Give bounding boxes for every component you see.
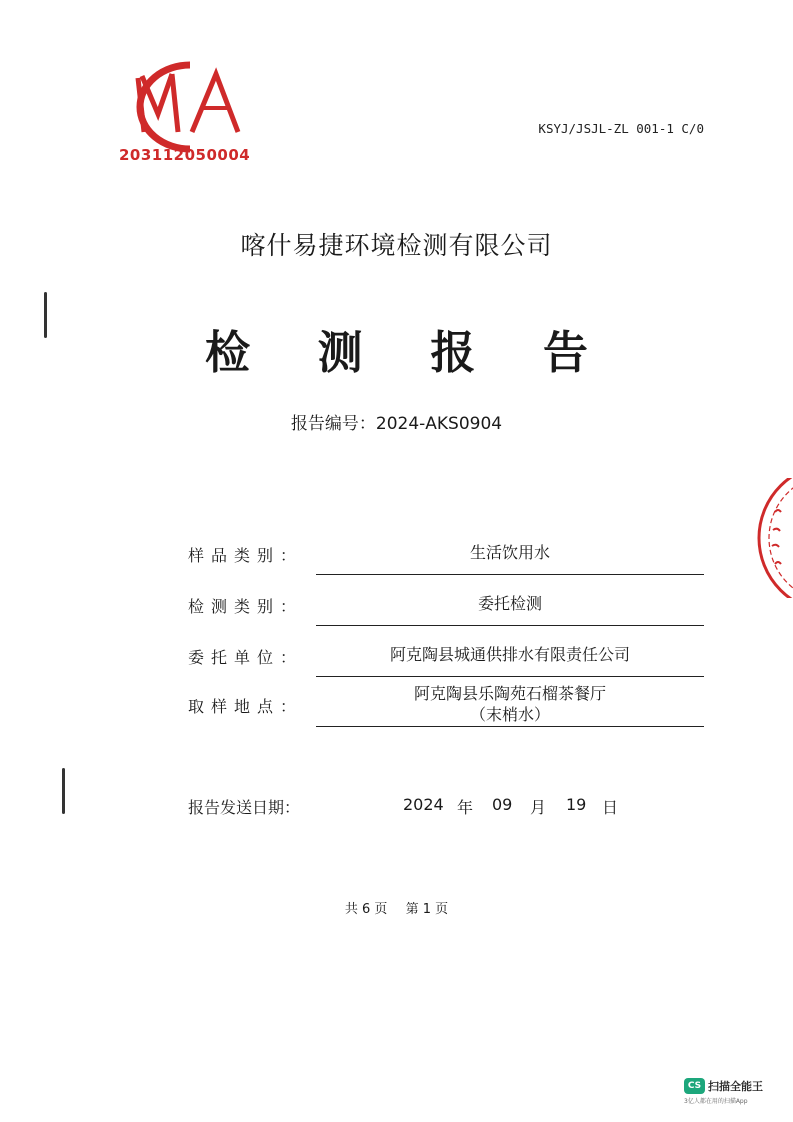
page-info (0, 898, 793, 917)
underline (316, 676, 704, 677)
cs-logo-icon: CS (684, 1078, 705, 1094)
client-value: 阿克陶县城通供排水有限责任公司 (389, 645, 630, 664)
scanner-watermark (684, 1075, 778, 1105)
sampling-location-value (316, 683, 704, 725)
test-category-value: 委托检测 (477, 594, 542, 613)
total-pages: 共 6 页 (344, 902, 388, 917)
binder-mark (44, 292, 47, 338)
issue-month: 09 (492, 795, 513, 814)
sampling-location-line: 阿克陶县乐陶苑石榴茶餐厅 (413, 684, 606, 703)
binder-mark (62, 768, 65, 814)
cma-logo (118, 56, 268, 156)
company-name: 喀什易捷环境检测有限公司 (240, 231, 553, 260)
test-category-label: 检测类别： (188, 597, 304, 616)
issue-year-unit: 年 (457, 798, 474, 817)
cma-number: 203112050004 (119, 146, 251, 164)
sampling-location-label: 取样地点： (188, 697, 304, 716)
client-label: 委托单位： (188, 648, 304, 667)
issue-month-unit: 月 (530, 798, 547, 817)
sample-category-label: 样品类别： (188, 546, 304, 565)
scanner-app-name: 扫描全能王 (708, 1079, 763, 1093)
sample-category-value: 生活饮用水 (469, 543, 550, 562)
document-code: KSYJ/JSJL-ZL 001-1 C/0 (538, 121, 704, 136)
issue-day: 19 (566, 795, 587, 814)
scanner-slogan: 3亿人都在用的扫描App (684, 1098, 748, 1105)
issue-date-label: 报告发送日期： (188, 798, 301, 817)
underline (316, 625, 704, 626)
report-title: 检 测 报 告 (205, 326, 614, 379)
company-seal (753, 478, 793, 598)
sampling-location-line: （末梢水） (469, 705, 550, 724)
current-page: 第 1 页 (405, 902, 449, 917)
underline (316, 574, 704, 575)
issue-year: 2024 (403, 795, 444, 814)
report-number: 报告编号：2024-AKS0904 (290, 414, 503, 434)
underline (316, 726, 704, 727)
issue-day-unit: 日 (602, 798, 619, 817)
